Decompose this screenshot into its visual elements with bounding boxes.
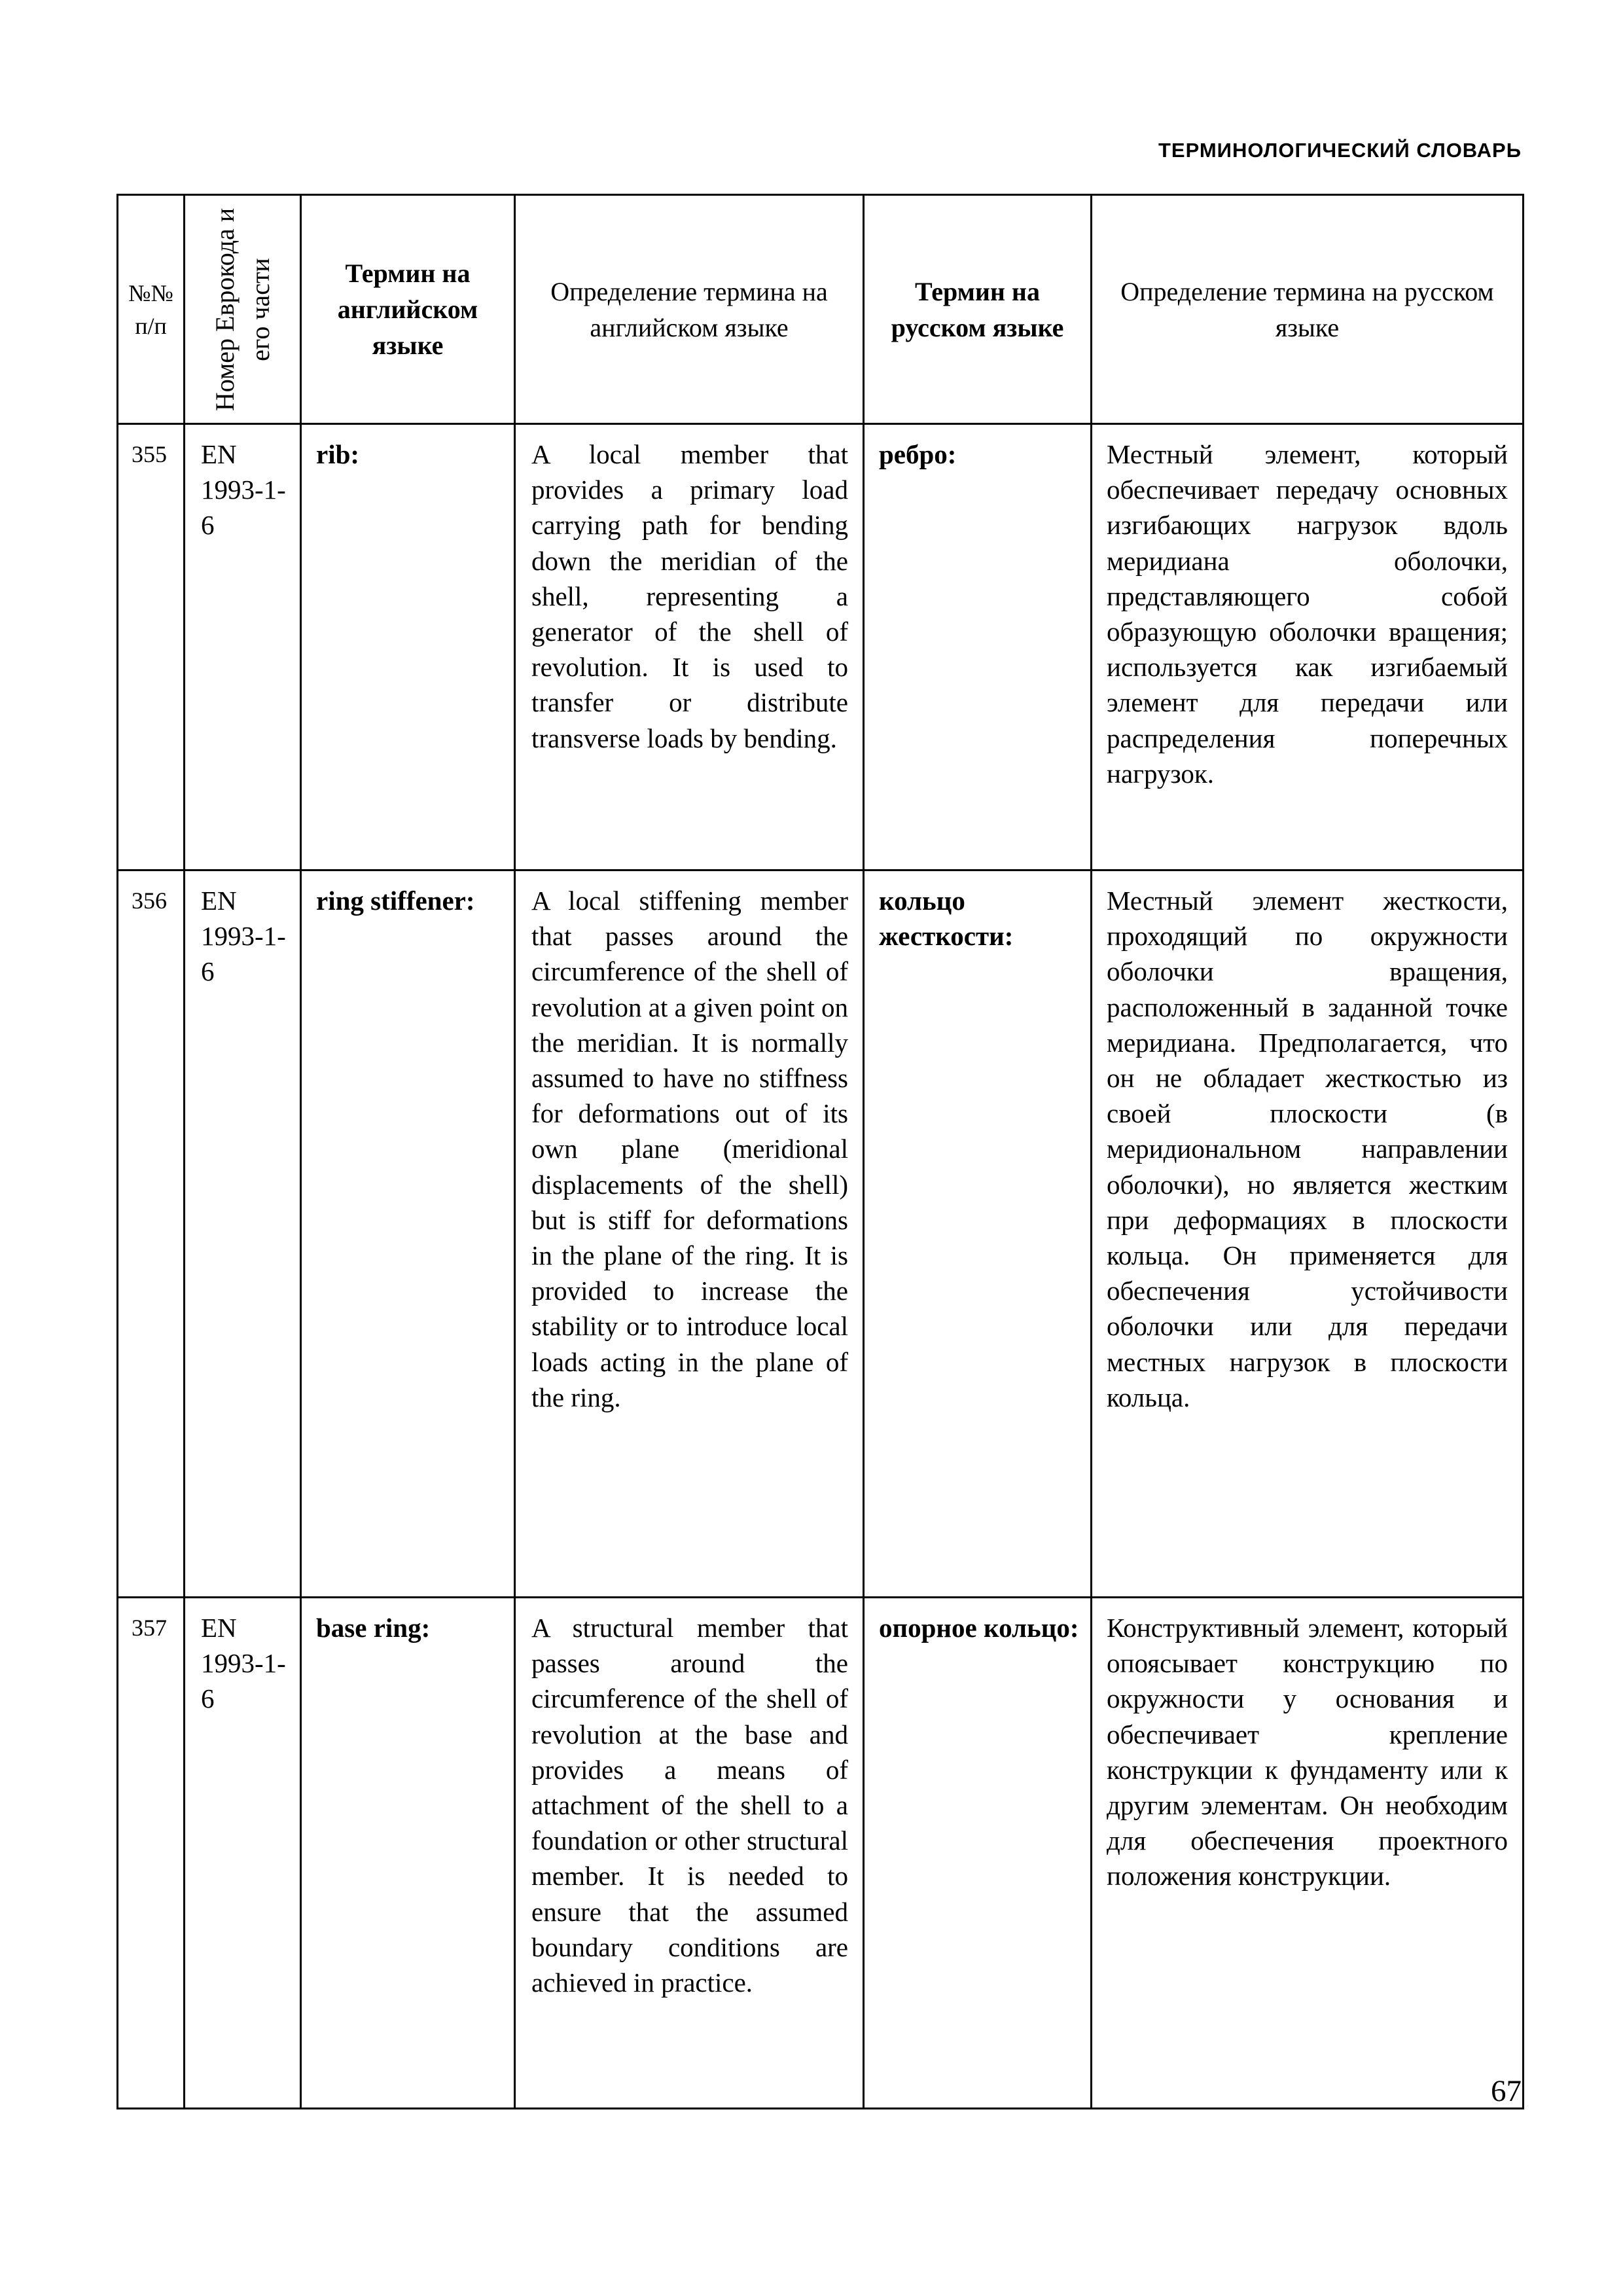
row-code: EN 1993-1-6 — [185, 1598, 301, 2109]
terminology-table — [116, 194, 1524, 2109]
page-number: 67 — [1491, 2074, 1522, 2108]
table-header-row — [118, 195, 1524, 424]
row-term-ru: ребро: — [864, 424, 1092, 870]
header-code — [185, 195, 301, 424]
header-term-en: Термин на английском языке — [301, 195, 515, 424]
row-def-en: A structural member that passes around the circumference of the shell of revolution at the base and provides a means of attachment of the shell to a foundation or other structural member. It is needed to ensure that the assumed boundary conditions are achieved in practice. — [515, 1598, 864, 2109]
row-term-en: rib: — [301, 424, 515, 870]
row-term-en: ring stiffener: — [301, 870, 515, 1598]
row-term-en: base ring: — [301, 1598, 515, 2109]
row-term-ru: опорное кольцо: — [864, 1598, 1092, 2109]
table-row — [118, 870, 1524, 1598]
row-def-en: A local member that provides a primary load carrying path for bending down the meridian of the shell, representing a generator of the shell of revolution. It is used to transfer or distribute transverse loads by bending. — [515, 424, 864, 870]
header-num: №№ п/п — [118, 195, 185, 424]
row-term-ru: кольцо жесткости: — [864, 870, 1092, 1598]
header-code-label: Номер Еврокода и его части — [209, 207, 275, 411]
row-num: 357 — [118, 1598, 185, 2109]
row-code: EN 1993-1-6 — [185, 424, 301, 870]
header-def-ru: Определение термина на русском языке — [1092, 195, 1524, 424]
header-term-ru: Термин на русском языке — [864, 195, 1092, 424]
row-def-ru: Местный элемент, который обеспечивает передачу основных изгибающих нагрузок вдоль меридиана оболочки, представляющего собой образующую оболочки вращения; используется как изгибаемый элемент для передачи или распределения поперечных нагрузок. — [1092, 424, 1524, 870]
running-header: ТЕРМИНОЛОГИЧЕСКИЙ СЛОВАРЬ — [1158, 139, 1522, 162]
row-code: EN 1993-1-6 — [185, 870, 301, 1598]
row-def-en: A local stiffening member that passes around the circumference of the shell of revolution at a given point on the meridian. It is normally assumed to have no stiffness for deformations out of its own plane (meridional displacements of the shell) but is stiff for deformations in the plane of the ring. It is provided to increase the stability or to introduce local loads acting in the plane of the ring. — [515, 870, 864, 1598]
row-num: 356 — [118, 870, 185, 1598]
header-code-wrap — [185, 196, 300, 423]
row-def-ru: Конструктивный элемент, который опоясывает конструкцию по окружности у основания и обеспечивает крепление конструкции к фундаменту или к другим элементам. Он необходим для обеспечения проектного положения конструкции. — [1092, 1598, 1524, 2109]
row-num: 355 — [118, 424, 185, 870]
table-row — [118, 424, 1524, 870]
header-def-en: Определение термина на английском языке — [515, 195, 864, 424]
row-def-ru: Местный элемент жесткости, проходящий по окружности оболочки вращения, расположенный в заданной точке меридиана. Предполагается, что он не обладает жесткостью из своей плоскости (в меридиональном направлении оболочки), но является жестким при деформациях в плоскости кольца. Он применяется для обеспечения устойчивости оболочки или для передачи местных нагрузок в плоскости кольца. — [1092, 870, 1524, 1598]
table-row — [118, 1598, 1524, 2109]
